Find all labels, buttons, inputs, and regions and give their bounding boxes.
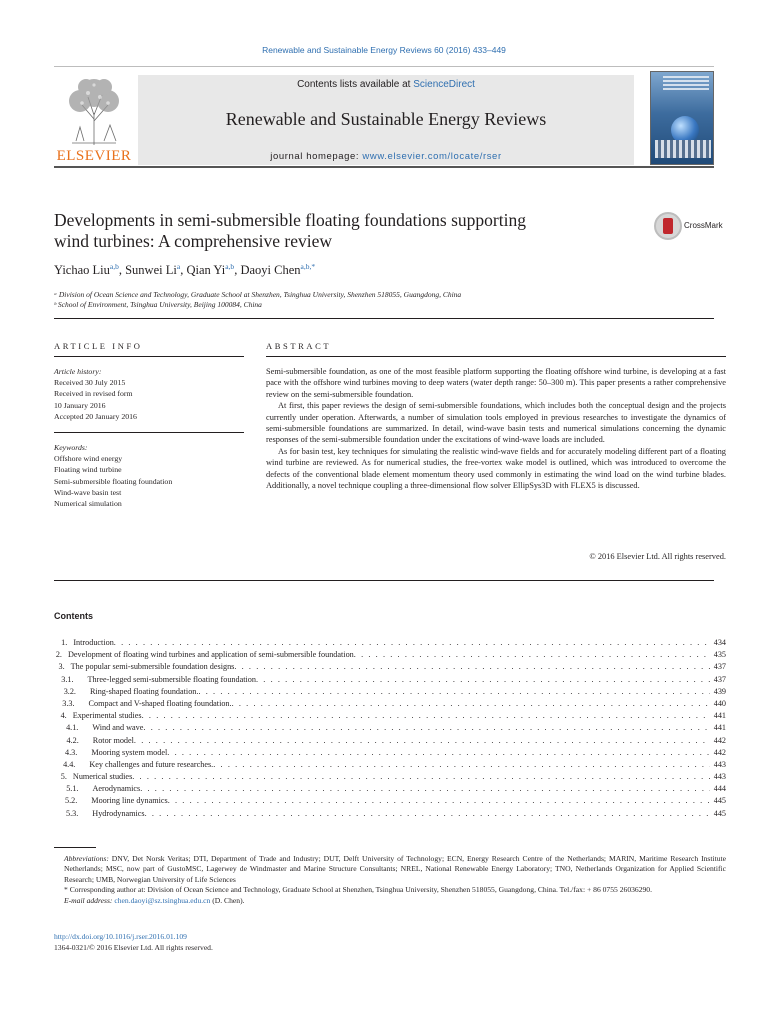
author-email-link[interactable]: chen.daoyi@sz.tsinghua.edu.cn <box>114 895 211 905</box>
issn-copyright: 1364-0321/© 2016 Elsevier Ltd. All rights reserved. <box>54 943 213 952</box>
history-item: Received 30 July 2015 <box>54 378 126 388</box>
toc-entry-page[interactable]: 434 <box>713 638 726 647</box>
journal-reference[interactable]: Renewable and Sustainable Energy Reviews 60 (2016) 433–449 <box>262 45 506 55</box>
history-label: Article history: <box>54 367 102 376</box>
article-info-rule <box>54 356 244 357</box>
toc-entry[interactable] <box>54 747 726 759</box>
abstract-copyright: © 2016 Elsevier Ltd. All rights reserved. <box>589 552 726 561</box>
email-label: E-mail address: <box>64 895 113 905</box>
journal-masthead <box>54 66 714 168</box>
masthead-banner <box>138 75 634 165</box>
abbreviations-footnote <box>54 854 726 885</box>
toc-entry-number: 4.2. <box>66 735 79 745</box>
toc-entry-title[interactable]: Introduction <box>73 638 114 647</box>
toc-leader-dots <box>143 722 709 734</box>
toc-entry-page[interactable]: 437 <box>713 674 726 684</box>
crossmark-icon <box>654 212 682 240</box>
author-list <box>54 262 315 278</box>
contents-available-line <box>138 79 634 90</box>
abstract-paragraph-3: As for basin test, key techniques for simulating the realistic wind-wave fields and for accurately modeling different part of a floating wind turbine are reviewed. As for numerical studies, the free-vortex wake model is outlined, which was introduced to overcome the defects of the conventional blade element momentum theory used commonly in estimating the wind load on the wind turbine blades. Additionally, a novel technique coupling a three-dimensional flow solver EllipSys3D with FLEX5 is discussed. <box>266 446 726 491</box>
toc-entry-page[interactable]: 442 <box>713 747 726 757</box>
toc-leader-dots <box>142 710 710 722</box>
contents-prefix: Contents lists available at <box>297 79 414 90</box>
article-history <box>54 366 244 422</box>
affiliation-b: ᵇ School of Environment, Tsinghua University, Beijing 100084, China <box>54 300 262 309</box>
author-name[interactable]: Daoyi Chen <box>240 263 301 278</box>
toc-entry-page[interactable]: 442 <box>713 735 726 745</box>
toc-entry-page[interactable]: 444 <box>713 784 726 794</box>
toc-entry-page[interactable]: 441 <box>713 723 726 733</box>
journal-homepage-line <box>138 151 634 162</box>
toc-leader-dots <box>354 649 710 661</box>
journal-homepage-link[interactable]: www.elsevier.com/locate/rser <box>362 151 502 162</box>
author-affiliation-marker[interactable]: a,b <box>109 262 119 271</box>
abstract-body <box>266 366 726 491</box>
toc-entry-page[interactable]: 443 <box>713 772 726 782</box>
toc-entry[interactable] <box>54 771 726 783</box>
author-separator: , <box>118 263 126 278</box>
email-footnote <box>54 896 726 906</box>
keywords <box>54 442 254 509</box>
toc-entry[interactable] <box>54 698 726 710</box>
abstract-divider <box>54 580 714 581</box>
toc-entry-number: 3.3. <box>62 698 75 708</box>
cover-title-block <box>663 76 709 90</box>
toc-entry-number: 3. <box>58 662 65 672</box>
toc-entry[interactable] <box>54 661 726 673</box>
email-suffix: (D. Chen). <box>210 895 245 905</box>
toc-entry-title[interactable]: Mooring line dynamics <box>91 796 168 806</box>
toc-entry-number: 3.2. <box>63 686 76 696</box>
footnotes <box>54 854 726 906</box>
toc-entry-number: 4.3. <box>65 747 78 757</box>
author-name[interactable]: Yichao Liu <box>54 263 110 278</box>
toc-entry-number: 4.4. <box>63 759 76 769</box>
toc-entry-title[interactable]: Mooring system model <box>91 747 168 757</box>
doi-link[interactable]: http://dx.doi.org/10.1016/j.rser.2016.01.109 <box>54 932 187 941</box>
toc-leader-dots <box>134 735 710 747</box>
author-name[interactable]: Qian Yi <box>186 263 226 278</box>
history-item: Received in revised form <box>54 389 133 399</box>
toc-entry[interactable] <box>54 637 726 649</box>
author-affiliation-marker[interactable]: a <box>176 262 181 271</box>
toc-entry-title[interactable]: Ring-shaped floating foundation. <box>89 686 199 696</box>
toc-entry[interactable] <box>54 722 726 734</box>
toc-entry[interactable] <box>54 686 726 698</box>
toc-leader-dots <box>140 783 710 795</box>
toc-entry-number: 5. <box>60 772 67 782</box>
toc-entry-page[interactable]: 445 <box>713 808 726 818</box>
contents-heading: Contents <box>54 611 93 621</box>
toc-entry-page[interactable]: 435 <box>713 650 726 660</box>
abstract-paragraph-1: Semi-submersible foundation, as one of the most feasible platform supporting the floating offshore wind turbine, is developing at a fast pace with the offshore wind turbines moving to deep waters (water depth range: 50–300 m). This paper presents a rather comprehensive review on the semi-submersible foundation. <box>266 367 726 399</box>
toc-entry-page[interactable]: 443 <box>713 759 726 769</box>
toc-leader-dots <box>168 795 710 807</box>
toc-entry-title[interactable]: Development of floating wind turbines and application of semi-submersible foundation <box>67 650 354 660</box>
abbreviations-text: DNV, Det Norsk Veritas; DTI, Department of Trade and Industry; DUT, Delft University of Technology; ECN, Energy Research Centre of the Netherlands; MARIN, Maritime Research Institute Netherlands; MSC, now part of GustoMSC, Lagerwey de Windmaster and Marine Structure Consultants; NREL, National Renewable Energy Laboratory; TNO, Netherlands Organization for Applied Scientific Research; UMB, Norwegian University of Life Sciences <box>64 854 726 884</box>
author-affiliation-marker[interactable]: a,b,* <box>300 262 316 271</box>
abstract-rule <box>266 356 726 357</box>
toc-leader-dots <box>213 759 709 771</box>
corresponding-author-footnote: * Corresponding author at: Division of Ocean Science and Technology, Graduate School at Shenzhen, Tsinghua University, Shenzhen 518055, Guangdong, China. Tel./fax: + 86 0755 26036290. <box>64 885 652 895</box>
elsevier-tree-icon <box>58 75 130 147</box>
toc-entry-page[interactable]: 437 <box>713 662 726 672</box>
history-item: 10 January 2016 <box>54 400 106 410</box>
journal-cover-image <box>650 71 714 165</box>
abstract-paragraph-2: At first, this paper reviews the design of semi-submersible foundations, which includes both the conceptual design and the projects currently under operation. Afterwards, a number of simulation tools employed in previous researches to investigate the dynamics of semi-submersible foundations are summarized. In detail, wind-wave basin tests and numerical simulations concerning the dynamic responses of the semi-submersible foundation under the excitations of wind-wave loads are included. <box>266 401 726 445</box>
toc-entry-number: 5.3. <box>66 808 79 818</box>
abstract-heading: ABSTRACT <box>266 341 332 351</box>
author-affiliation-marker[interactable]: a,b <box>225 262 235 271</box>
toc-entry-number: 5.2. <box>65 796 78 806</box>
crossmark-bookmark-icon <box>663 218 673 234</box>
toc-entry-number: 3.1. <box>61 674 74 684</box>
toc-leader-dots <box>114 637 710 649</box>
elsevier-wordmark: ELSEVIER <box>56 148 132 164</box>
header-divider <box>54 318 714 319</box>
toc-entry-page[interactable]: 445 <box>713 796 726 806</box>
toc-entry[interactable] <box>54 735 726 747</box>
toc-entry-number: 2. <box>55 650 62 660</box>
toc-entry-page[interactable]: 441 <box>713 711 726 721</box>
toc-entry-page[interactable]: 439 <box>713 686 726 696</box>
keyword-item: Wind-wave basin test <box>54 487 122 497</box>
toc-entry[interactable] <box>54 795 726 807</box>
history-rule <box>54 432 244 433</box>
keyword-item: Numerical simulation <box>54 499 122 509</box>
abbreviations-label: Abbreviations: <box>64 854 109 863</box>
author-name[interactable]: Sunwei Li <box>125 263 177 278</box>
toc-entry-title[interactable]: Three-legged semi-submersible floating foundation <box>87 674 256 684</box>
toc-entry-number: 5.1. <box>66 784 79 794</box>
keyword-item: Semi-submersible floating foundation <box>54 476 173 486</box>
toc-entry-title[interactable]: Wind and wave <box>92 723 144 733</box>
journal-title: Renewable and Sustainable Energy Reviews <box>225 109 547 129</box>
toc-entry[interactable] <box>54 674 726 686</box>
toc-entry-number: 4.1. <box>66 723 79 733</box>
toc-leader-dots <box>198 686 709 698</box>
toc-leader-dots <box>132 771 709 783</box>
toc-entry-title[interactable]: Rotor model <box>92 735 134 745</box>
history-item: Accepted 20 January 2016 <box>54 411 137 421</box>
author-separator: , <box>180 263 187 278</box>
toc-entry-title[interactable]: Numerical studies <box>72 772 133 782</box>
toc-leader-dots <box>234 661 709 673</box>
article-info-heading: ARTICLE INFO <box>54 341 143 351</box>
toc-leader-dots <box>167 747 709 759</box>
toc-entry[interactable] <box>54 710 726 722</box>
homepage-prefix: journal homepage: <box>270 151 363 162</box>
table-of-contents <box>54 637 726 820</box>
keywords-label: Keywords: <box>54 443 88 452</box>
article-title <box>54 210 634 252</box>
article-title-line-1: Developments in semi-submersible floating foundations supporting <box>54 210 526 230</box>
toc-entry-title[interactable]: Experimental studies <box>72 711 142 721</box>
affiliation-a: ᵃ Division of Ocean Science and Technology, Graduate School at Shenzhen, Tsinghua University, Shenzhen 518055, Guangdong, China <box>54 290 462 299</box>
toc-leader-dots <box>145 808 710 820</box>
toc-entry[interactable] <box>54 759 726 771</box>
toc-entry-title[interactable]: Aerodynamics <box>92 784 141 794</box>
toc-entry-number: 1. <box>61 638 68 647</box>
keyword-item: Offshore wind energy <box>54 454 123 464</box>
footnote-rule <box>54 847 96 848</box>
toc-entry-title[interactable]: Compact and V-shaped floating foundation. <box>88 698 232 708</box>
toc-entry-page[interactable]: 440 <box>713 698 726 708</box>
toc-leader-dots <box>232 698 710 710</box>
solar-panel-icon <box>655 140 711 158</box>
sciencedirect-link[interactable]: ScienceDirect <box>413 79 475 90</box>
toc-entry[interactable] <box>54 808 726 820</box>
toc-entry-number: 4. <box>60 711 67 721</box>
author-separator: , <box>234 263 241 278</box>
toc-entry-title[interactable]: The popular semi-submersible foundation designs <box>70 662 235 672</box>
article-title-line-2: wind turbines: A comprehensive review <box>54 231 332 251</box>
crossmark-badge[interactable] <box>654 212 728 242</box>
keyword-item: Floating wind turbine <box>54 465 122 475</box>
toc-entry-title[interactable]: Hydrodynamics <box>92 808 145 818</box>
toc-leader-dots <box>256 674 710 686</box>
elsevier-logo <box>54 75 134 167</box>
crossmark-label: CrossMark <box>684 221 723 230</box>
toc-entry-title[interactable]: Key challenges and future researches. <box>89 759 214 769</box>
toc-entry[interactable] <box>54 783 726 795</box>
toc-entry[interactable] <box>54 649 726 661</box>
